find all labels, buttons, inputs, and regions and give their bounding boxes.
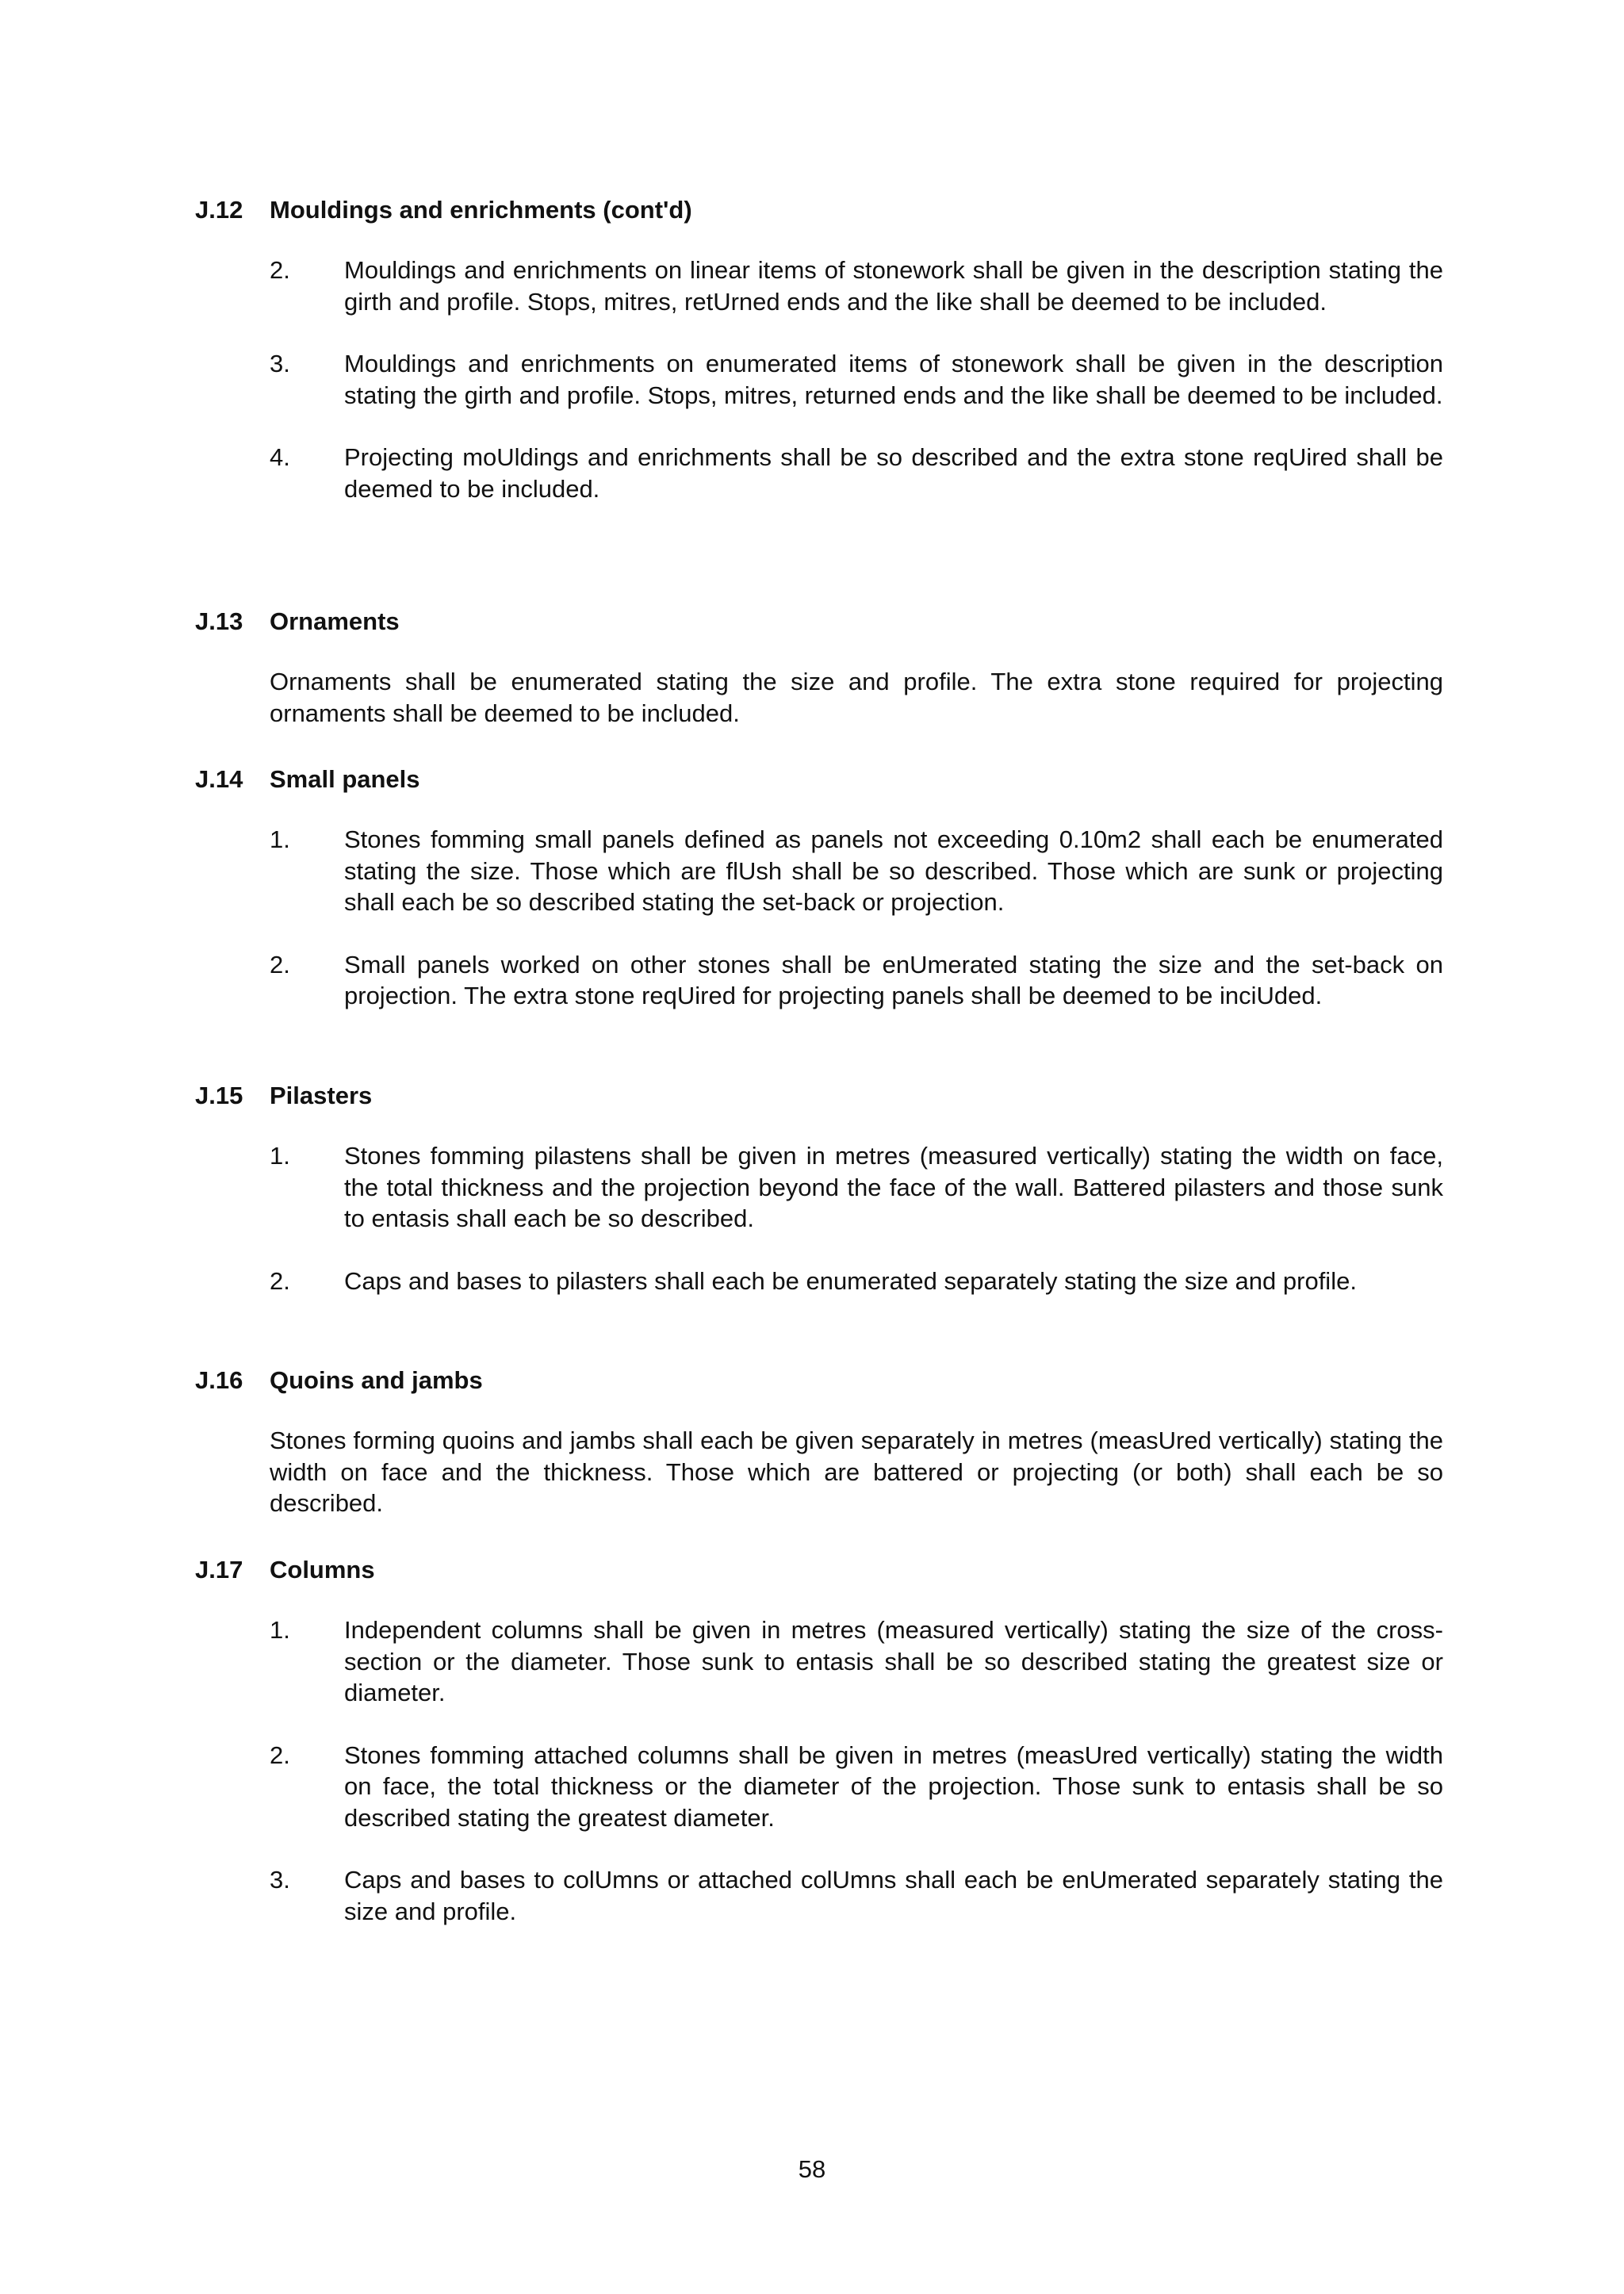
section-heading [195,193,1448,228]
list-item [270,1864,1443,1927]
item-text: Small panels worked on other stones shall be enUmerated stating the size and the set-back on projection. The extra stone reqUired for projecting panels shall be deemed to be inciUded. [344,950,1443,1009]
list-item [270,255,1443,317]
section-paragraph: Ornaments shall be enumerated stating the size and profile. The extra stone required for projecting ornaments shall be deemed to be included. [270,668,1443,727]
section-number: J.14 [195,765,243,793]
item-text: Mouldings and enrichments on enumerated items of stonework shall be given in the description stating the girth and profile. Stops, mitres, returned ends and the like shall be deemed to be included. [344,350,1443,409]
section-paragraph: Stones forming quoins and jambs shall each be given separately in metres (measUred vertically) stating the width on face and the thickness. Those which are battered or projecting (or both) shall each be so described. [270,1427,1443,1517]
list-item [270,1614,1443,1709]
section-title: Mouldings and enrichments (cont'd) [270,196,692,224]
item-number: 1. [270,825,290,853]
item-text: Stones fomming pilastens shall be given in metres (measured vertically) stating the width on face, the total thickness and the projection beyond the face of the wall. Battered pilasters and those sunk to entasis shall each be so described. [344,1142,1443,1232]
section-number: J.13 [195,607,243,635]
item-text: Stones fomming small panels defined as panels not exceeding 0.10m2 shall each be enumerated stating the size. Those which are flUsh shall be so described. Those which are sunk or projecting shall each be so described stating the set-back or projection. [344,825,1443,916]
item-text: Caps and bases to colUmns or attached colUmns shall each be enUmerated separately stating the size and profile. [344,1866,1443,1925]
section-heading [195,1078,1448,1113]
item-number: 2. [270,950,290,978]
item-number: 2. [270,1741,290,1769]
list-item [270,348,1443,411]
item-text: Independent columns shall be given in metres (measured vertically) stating the size of the cross-section or the diameter. Those sunk to entasis shall be so described stating the greatest size or diameter. [344,1616,1443,1706]
section-j17 [195,1553,1448,1927]
section-heading [195,1363,1448,1398]
page-number: 58 [798,2155,826,2183]
section-j13 [195,604,1448,729]
section-j12 [195,193,1448,504]
item-number: 1. [270,1142,290,1170]
item-number: 3. [270,1866,290,1894]
item-number: 3. [270,350,290,377]
section-heading [195,1553,1448,1587]
section-title: Columns [270,1556,375,1584]
list-item [270,1740,1443,1834]
section-title: Quoins and jambs [270,1366,483,1394]
list-item [270,949,1443,1012]
item-text: Caps and bases to pilasters shall each be enumerated separately stating the size and profile. [344,1266,1357,1295]
section-title: Pilasters [270,1082,373,1109]
item-text: Stones fomming attached columns shall be given in metres (measUred vertically) stating the width on face, the total thickness or the diameter of the projection. Those sunk to entasis shall be so described stating the greatest diameter. [344,1741,1443,1832]
list-item [270,1140,1443,1235]
list-item [270,442,1443,504]
item-number: 2. [270,256,290,284]
section-j15 [195,1078,1448,1296]
section-number: J.16 [195,1366,243,1394]
section-number: J.12 [195,196,243,224]
section-heading [195,762,1448,797]
list-item [270,824,1443,918]
item-number: 1. [270,1616,290,1644]
section-title: Small panels [270,765,420,793]
item-text: Mouldings and enrichments on linear items of stonework shall be given in the description stating the girth and profile. Stops, mitres, retUrned ends and the like shall be deemed to be included. [344,256,1443,316]
section-title: Ornaments [270,607,400,635]
section-j16 [195,1363,1448,1519]
item-number: 2. [270,1266,290,1295]
section-j14 [195,762,1448,1012]
section-number: J.17 [195,1556,243,1584]
item-number: 4. [270,443,290,471]
item-text: Projecting moUldings and enrichments shall be so described and the extra stone reqUired shall be deemed to be included. [344,443,1443,503]
section-heading [195,604,1448,639]
section-number: J.15 [195,1082,243,1109]
list-item [270,1266,1443,1297]
